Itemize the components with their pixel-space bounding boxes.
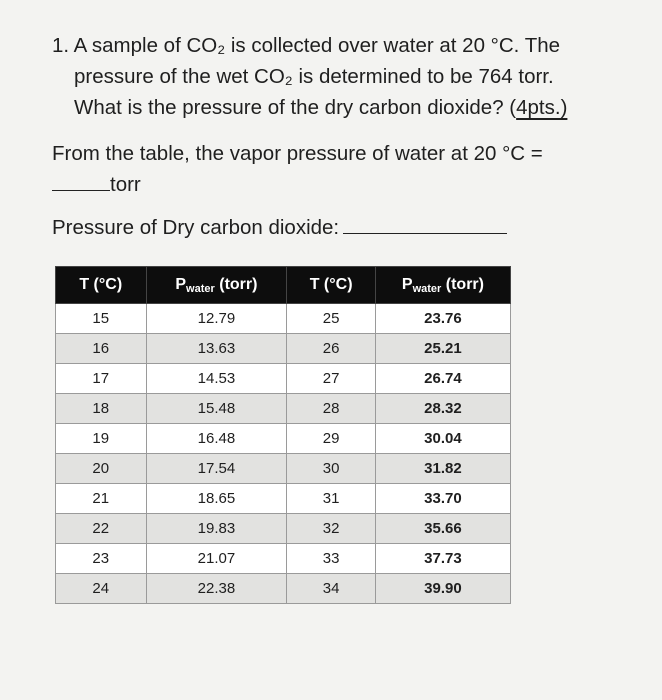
pressure-right-cell: 25.21 (375, 334, 510, 364)
pressure-right-cell: 33.70 (375, 484, 510, 514)
pressure-left-cell: 12.79 (146, 304, 287, 334)
table-row (56, 574, 511, 604)
temp-left-cell: 17 (56, 364, 147, 394)
temp-right-cell: 28 (287, 394, 376, 424)
dry-pressure-answer-blank[interactable] (343, 215, 507, 234)
temp-left-cell: 19 (56, 424, 147, 454)
temp-left-cell: 16 (56, 334, 147, 364)
pressure-right-cell: 30.04 (375, 424, 510, 454)
pressure-right-cell: 31.82 (375, 454, 510, 484)
table-row (56, 304, 511, 334)
pressure-left-cell: 14.53 (146, 364, 287, 394)
temp-left-cell: 15 (56, 304, 147, 334)
dry-pressure-prompt (52, 212, 507, 243)
table-row (56, 364, 511, 394)
table-body (56, 304, 511, 604)
vapor-pressure-answer-blank[interactable] (52, 172, 110, 191)
pressure-right-cell: 35.66 (375, 514, 510, 544)
temp-left-cell: 18 (56, 394, 147, 424)
question-line-3 (52, 92, 642, 123)
pressure-left-cell: 16.48 (146, 424, 287, 454)
vapor-pressure-line: From the table, the vapor pressure of water at 20 °C = (52, 142, 543, 165)
pressure-left-cell: 13.63 (146, 334, 287, 364)
table-row (56, 544, 511, 574)
temp-right-cell: 26 (287, 334, 376, 364)
vapor-pressure-table (55, 266, 511, 604)
temp-right-cell: 33 (287, 544, 376, 574)
table-header-row (56, 267, 511, 304)
pressure-left-cell: 22.38 (146, 574, 287, 604)
header-temp-right: T (°C) (287, 267, 376, 304)
question-line-2: pressure of the wet CO₂ is determined to be 764 torr. (74, 65, 554, 88)
pressure-left-cell: 18.65 (146, 484, 287, 514)
temp-left-cell: 24 (56, 574, 147, 604)
temp-right-cell: 30 (287, 454, 376, 484)
dry-pressure-label: Pressure of Dry carbon dioxide: (52, 216, 340, 239)
pressure-left-cell: 19.83 (146, 514, 287, 544)
points-label: 4pts.) (516, 96, 568, 119)
header-pressure-right: $P_{water}$ (torr) (375, 267, 510, 304)
header-pressure-left: $P_{water}$ (torr) (146, 267, 287, 304)
pressure-right-cell: 26.74 (375, 364, 510, 394)
table-row (56, 514, 511, 544)
temp-right-cell: 29 (287, 424, 376, 454)
temp-right-cell: 31 (287, 484, 376, 514)
pressure-left-cell: 17.54 (146, 454, 287, 484)
temp-left-cell: 20 (56, 454, 147, 484)
temp-left-cell: 21 (56, 484, 147, 514)
question-line-3-text: What is the pressure of the dry carbon dioxide? ( (74, 96, 517, 119)
question-text (52, 30, 642, 123)
temp-right-cell: 34 (287, 574, 376, 604)
temp-right-cell: 27 (287, 364, 376, 394)
table-row (56, 424, 511, 454)
table-row (56, 334, 511, 364)
pressure-right-cell: 37.73 (375, 544, 510, 574)
table-row (56, 394, 511, 424)
table-row (56, 484, 511, 514)
pressure-right-cell: 23.76 (375, 304, 510, 334)
temp-left-cell: 22 (56, 514, 147, 544)
pressure-left-cell: 15.48 (146, 394, 287, 424)
pressure-right-cell: 28.32 (375, 394, 510, 424)
question-line-1: 1. A sample of CO₂ is collected over water at 20 °C. The (52, 34, 561, 57)
torr-unit-label: torr (110, 173, 141, 196)
temp-right-cell: 32 (287, 514, 376, 544)
pressure-left-cell: 21.07 (146, 544, 287, 574)
vapor-pressure-prompt (52, 138, 642, 200)
header-temp-left: T (°C) (56, 267, 147, 304)
table-row (56, 454, 511, 484)
temp-left-cell: 23 (56, 544, 147, 574)
pressure-right-cell: 39.90 (375, 574, 510, 604)
temp-right-cell: 25 (287, 304, 376, 334)
